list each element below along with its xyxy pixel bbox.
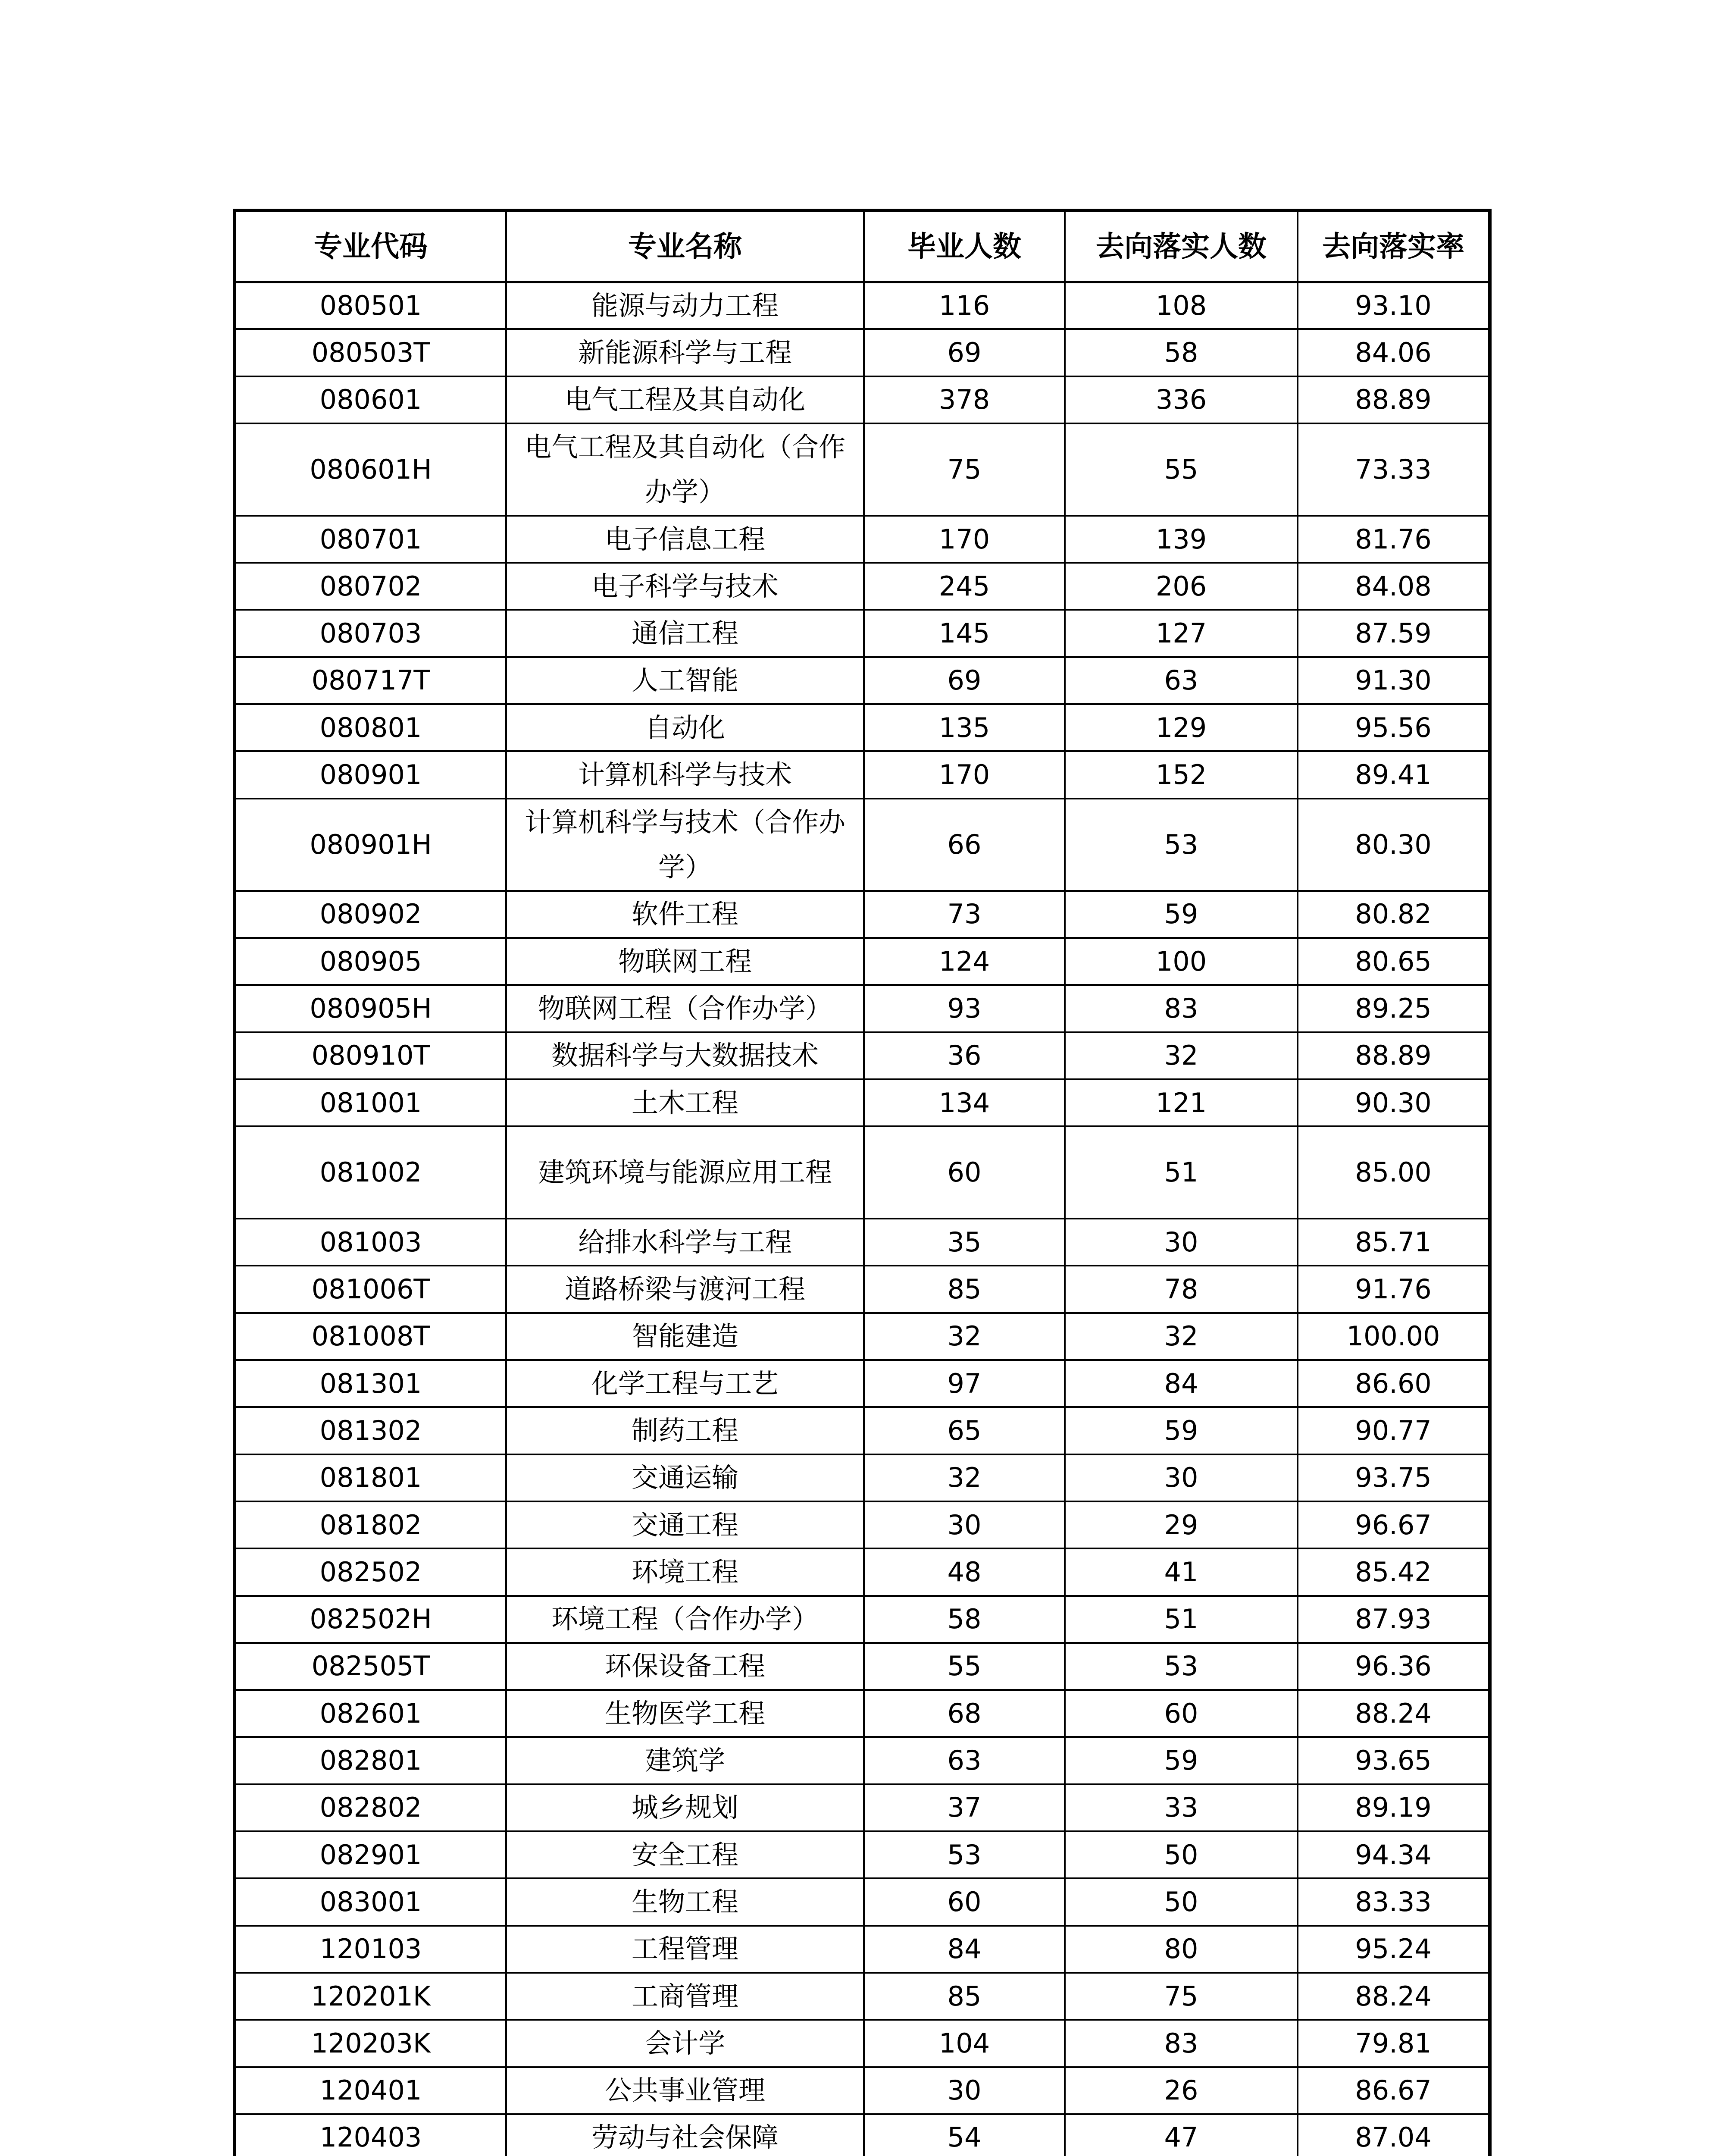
cell-major-code: 081802 xyxy=(235,1501,506,1548)
cell-graduates: 84 xyxy=(864,1926,1065,1973)
cell-major-name: 人工智能 xyxy=(506,657,864,704)
cell-placement-rate: 88.89 xyxy=(1298,376,1490,423)
cell-placed: 127 xyxy=(1065,610,1298,657)
cell-placement-rate: 94.34 xyxy=(1298,1831,1490,1878)
cell-placement-rate: 85.71 xyxy=(1298,1219,1490,1266)
table-row xyxy=(235,1643,1490,1690)
cell-major-code: 081002 xyxy=(235,1126,506,1219)
cell-placement-rate: 88.24 xyxy=(1298,1973,1490,2020)
header-graduates: 毕业人数 xyxy=(864,210,1065,282)
cell-placement-rate: 86.67 xyxy=(1298,2067,1490,2114)
cell-major-name: 计算机科学与技术（合作办学） xyxy=(506,799,864,891)
cell-graduates: 170 xyxy=(864,516,1065,563)
cell-major-name: 交通工程 xyxy=(506,1501,864,1548)
cell-graduates: 55 xyxy=(864,1643,1065,1690)
cell-placement-rate: 90.30 xyxy=(1298,1079,1490,1126)
cell-major-code: 120401 xyxy=(235,2067,506,2114)
cell-placement-rate: 86.60 xyxy=(1298,1360,1490,1407)
cell-placed: 41 xyxy=(1065,1548,1298,1595)
table-row xyxy=(235,938,1490,985)
cell-placement-rate: 96.67 xyxy=(1298,1501,1490,1548)
cell-placed: 33 xyxy=(1065,1784,1298,1831)
table-row xyxy=(235,1126,1490,1219)
cell-major-name: 环境工程（合作办学） xyxy=(506,1596,864,1643)
cell-placement-rate: 89.25 xyxy=(1298,985,1490,1032)
cell-placement-rate: 100.00 xyxy=(1298,1313,1490,1360)
cell-major-name: 会计学 xyxy=(506,2020,864,2067)
table-row xyxy=(235,891,1490,938)
cell-major-name: 土木工程 xyxy=(506,1079,864,1126)
cell-major-code: 082601 xyxy=(235,1690,506,1737)
table-row xyxy=(235,1784,1490,1831)
cell-major-code: 081301 xyxy=(235,1360,506,1407)
table-row xyxy=(235,1831,1490,1878)
cell-major-name: 电子科学与技术 xyxy=(506,563,864,610)
cell-major-name: 环保设备工程 xyxy=(506,1643,864,1690)
table-row xyxy=(235,329,1490,376)
table-row xyxy=(235,1878,1490,1925)
cell-graduates: 65 xyxy=(864,1407,1065,1454)
cell-graduates: 58 xyxy=(864,1596,1065,1643)
cell-graduates: 170 xyxy=(864,751,1065,798)
cell-major-name: 数据科学与大数据技术 xyxy=(506,1032,864,1079)
cell-major-name: 建筑学 xyxy=(506,1737,864,1784)
cell-placement-rate: 93.10 xyxy=(1298,282,1490,329)
table-row xyxy=(235,563,1490,610)
cell-graduates: 53 xyxy=(864,1831,1065,1878)
cell-major-name: 生物医学工程 xyxy=(506,1690,864,1737)
cell-major-code: 082802 xyxy=(235,1784,506,1831)
cell-major-code: 080901H xyxy=(235,799,506,891)
cell-placed: 336 xyxy=(1065,376,1298,423)
cell-placed: 50 xyxy=(1065,1831,1298,1878)
table-row xyxy=(235,1973,1490,2020)
table-row xyxy=(235,1360,1490,1407)
cell-placed: 53 xyxy=(1065,799,1298,891)
cell-graduates: 75 xyxy=(864,423,1065,516)
cell-placement-rate: 91.30 xyxy=(1298,657,1490,704)
cell-major-code: 082502 xyxy=(235,1548,506,1595)
cell-placed: 75 xyxy=(1065,1973,1298,2020)
table-row xyxy=(235,704,1490,751)
cell-major-code: 082801 xyxy=(235,1737,506,1784)
cell-placed: 59 xyxy=(1065,1407,1298,1454)
table-row xyxy=(235,1219,1490,1266)
table-row xyxy=(235,282,1490,329)
cell-graduates: 54 xyxy=(864,2114,1065,2156)
cell-placement-rate: 84.06 xyxy=(1298,329,1490,376)
cell-major-name: 公共事业管理 xyxy=(506,2067,864,2114)
cell-major-name: 工商管理 xyxy=(506,1973,864,2020)
cell-major-code: 082502H xyxy=(235,1596,506,1643)
table-row xyxy=(235,1926,1490,1973)
cell-placed: 51 xyxy=(1065,1126,1298,1219)
cell-placed: 78 xyxy=(1065,1266,1298,1313)
cell-placement-rate: 88.89 xyxy=(1298,1032,1490,1079)
cell-major-name: 建筑环境与能源应用工程 xyxy=(506,1126,864,1219)
cell-major-name: 制药工程 xyxy=(506,1407,864,1454)
cell-placement-rate: 87.04 xyxy=(1298,2114,1490,2156)
cell-placed: 60 xyxy=(1065,1690,1298,1737)
cell-placed: 80 xyxy=(1065,1926,1298,1973)
cell-graduates: 85 xyxy=(864,1266,1065,1313)
cell-major-name: 通信工程 xyxy=(506,610,864,657)
cell-major-name: 电子信息工程 xyxy=(506,516,864,563)
cell-graduates: 30 xyxy=(864,1501,1065,1548)
cell-major-name: 自动化 xyxy=(506,704,864,751)
cell-major-code: 120203K xyxy=(235,2020,506,2067)
table-row xyxy=(235,1596,1490,1643)
table-row xyxy=(235,610,1490,657)
cell-placed: 83 xyxy=(1065,2020,1298,2067)
cell-graduates: 116 xyxy=(864,282,1065,329)
cell-major-name: 物联网工程（合作办学） xyxy=(506,985,864,1032)
cell-major-code: 083001 xyxy=(235,1878,506,1925)
cell-placed: 63 xyxy=(1065,657,1298,704)
table-row xyxy=(235,1454,1490,1501)
cell-major-code: 080905H xyxy=(235,985,506,1032)
cell-placement-rate: 88.24 xyxy=(1298,1690,1490,1737)
cell-placement-rate: 89.19 xyxy=(1298,1784,1490,1831)
cell-placed: 30 xyxy=(1065,1454,1298,1501)
cell-major-name: 物联网工程 xyxy=(506,938,864,985)
cell-major-name: 计算机科学与技术 xyxy=(506,751,864,798)
table-row xyxy=(235,516,1490,563)
cell-placed: 53 xyxy=(1065,1643,1298,1690)
table-row xyxy=(235,1313,1490,1360)
header-major-name: 专业名称 xyxy=(506,210,864,282)
cell-graduates: 60 xyxy=(864,1126,1065,1219)
cell-placement-rate: 95.24 xyxy=(1298,1926,1490,1973)
cell-placement-rate: 96.36 xyxy=(1298,1643,1490,1690)
cell-major-code: 081801 xyxy=(235,1454,506,1501)
cell-placement-rate: 90.77 xyxy=(1298,1407,1490,1454)
cell-placement-rate: 85.42 xyxy=(1298,1548,1490,1595)
cell-placed: 108 xyxy=(1065,282,1298,329)
cell-placement-rate: 93.65 xyxy=(1298,1737,1490,1784)
cell-placed: 47 xyxy=(1065,2114,1298,2156)
cell-placement-rate: 80.30 xyxy=(1298,799,1490,891)
cell-major-code: 081006T xyxy=(235,1266,506,1313)
table-row xyxy=(235,657,1490,704)
cell-major-name: 劳动与社会保障 xyxy=(506,2114,864,2156)
cell-graduates: 85 xyxy=(864,1973,1065,2020)
cell-graduates: 135 xyxy=(864,704,1065,751)
cell-major-code: 081008T xyxy=(235,1313,506,1360)
cell-major-code: 080902 xyxy=(235,891,506,938)
table-row xyxy=(235,1501,1490,1548)
cell-placed: 59 xyxy=(1065,1737,1298,1784)
cell-major-code: 080717T xyxy=(235,657,506,704)
table-row xyxy=(235,985,1490,1032)
cell-placement-rate: 87.59 xyxy=(1298,610,1490,657)
cell-major-code: 080503T xyxy=(235,329,506,376)
cell-major-code: 120403 xyxy=(235,2114,506,2156)
cell-placement-rate: 93.75 xyxy=(1298,1454,1490,1501)
cell-placed: 29 xyxy=(1065,1501,1298,1548)
cell-graduates: 35 xyxy=(864,1219,1065,1266)
cell-placement-rate: 79.81 xyxy=(1298,2020,1490,2067)
cell-major-code: 080901 xyxy=(235,751,506,798)
cell-placed: 51 xyxy=(1065,1596,1298,1643)
cell-placement-rate: 80.65 xyxy=(1298,938,1490,985)
cell-major-code: 080910T xyxy=(235,1032,506,1079)
cell-graduates: 68 xyxy=(864,1690,1065,1737)
cell-placed: 206 xyxy=(1065,563,1298,610)
cell-major-code: 081003 xyxy=(235,1219,506,1266)
cell-placed: 32 xyxy=(1065,1313,1298,1360)
cell-graduates: 37 xyxy=(864,1784,1065,1831)
cell-graduates: 124 xyxy=(864,938,1065,985)
cell-graduates: 245 xyxy=(864,563,1065,610)
cell-placed: 26 xyxy=(1065,2067,1298,2114)
cell-major-name: 能源与动力工程 xyxy=(506,282,864,329)
header-major-code: 专业代码 xyxy=(235,210,506,282)
cell-placed: 121 xyxy=(1065,1079,1298,1126)
table-row xyxy=(235,1266,1490,1313)
table-row xyxy=(235,1079,1490,1126)
cell-placed: 50 xyxy=(1065,1878,1298,1925)
cell-major-name: 软件工程 xyxy=(506,891,864,938)
cell-placed: 30 xyxy=(1065,1219,1298,1266)
table-row xyxy=(235,376,1490,423)
table-body xyxy=(235,282,1490,2156)
cell-major-name: 环境工程 xyxy=(506,1548,864,1595)
cell-major-code: 080905 xyxy=(235,938,506,985)
table-row xyxy=(235,2067,1490,2114)
cell-graduates: 48 xyxy=(864,1548,1065,1595)
cell-placement-rate: 85.00 xyxy=(1298,1126,1490,1219)
cell-placed: 32 xyxy=(1065,1032,1298,1079)
cell-placed: 59 xyxy=(1065,891,1298,938)
cell-graduates: 378 xyxy=(864,376,1065,423)
cell-graduates: 73 xyxy=(864,891,1065,938)
cell-placement-rate: 84.08 xyxy=(1298,563,1490,610)
cell-graduates: 36 xyxy=(864,1032,1065,1079)
cell-major-code: 120201K xyxy=(235,1973,506,2020)
cell-placed: 139 xyxy=(1065,516,1298,563)
cell-major-name: 生物工程 xyxy=(506,1878,864,1925)
cell-major-name: 道路桥梁与渡河工程 xyxy=(506,1266,864,1313)
table-row xyxy=(235,1690,1490,1737)
cell-major-name: 安全工程 xyxy=(506,1831,864,1878)
cell-graduates: 66 xyxy=(864,799,1065,891)
cell-major-name: 电气工程及其自动化 xyxy=(506,376,864,423)
cell-major-name: 交通运输 xyxy=(506,1454,864,1501)
cell-graduates: 32 xyxy=(864,1313,1065,1360)
cell-major-code: 080601 xyxy=(235,376,506,423)
table-row xyxy=(235,2114,1490,2156)
cell-major-code: 120103 xyxy=(235,1926,506,1973)
cell-placed: 55 xyxy=(1065,423,1298,516)
cell-placement-rate: 81.76 xyxy=(1298,516,1490,563)
cell-major-code: 080801 xyxy=(235,704,506,751)
cell-placed: 83 xyxy=(1065,985,1298,1032)
cell-major-code: 080601H xyxy=(235,423,506,516)
cell-major-name: 电气工程及其自动化（合作办学） xyxy=(506,423,864,516)
table-row xyxy=(235,2020,1490,2067)
cell-placed: 58 xyxy=(1065,329,1298,376)
employment-table xyxy=(233,209,1492,2156)
cell-graduates: 63 xyxy=(864,1737,1065,1784)
header-placed: 去向落实人数 xyxy=(1065,210,1298,282)
table-row xyxy=(235,1032,1490,1079)
table-row xyxy=(235,751,1490,798)
cell-major-name: 智能建造 xyxy=(506,1313,864,1360)
cell-major-name: 化学工程与工艺 xyxy=(506,1360,864,1407)
table-row xyxy=(235,1548,1490,1595)
cell-placed: 129 xyxy=(1065,704,1298,751)
cell-major-name: 城乡规划 xyxy=(506,1784,864,1831)
cell-graduates: 69 xyxy=(864,657,1065,704)
cell-graduates: 93 xyxy=(864,985,1065,1032)
cell-placement-rate: 87.93 xyxy=(1298,1596,1490,1643)
table-row xyxy=(235,1737,1490,1784)
cell-placement-rate: 89.41 xyxy=(1298,751,1490,798)
cell-major-code: 081302 xyxy=(235,1407,506,1454)
cell-placement-rate: 91.76 xyxy=(1298,1266,1490,1313)
cell-major-code: 082505T xyxy=(235,1643,506,1690)
cell-placement-rate: 80.82 xyxy=(1298,891,1490,938)
cell-placed: 152 xyxy=(1065,751,1298,798)
table-row xyxy=(235,1407,1490,1454)
cell-major-name: 工程管理 xyxy=(506,1926,864,1973)
cell-graduates: 145 xyxy=(864,610,1065,657)
cell-placed: 84 xyxy=(1065,1360,1298,1407)
cell-graduates: 97 xyxy=(864,1360,1065,1407)
cell-major-code: 080701 xyxy=(235,516,506,563)
cell-graduates: 134 xyxy=(864,1079,1065,1126)
cell-major-name: 给排水科学与工程 xyxy=(506,1219,864,1266)
header-row xyxy=(235,210,1490,282)
cell-placement-rate: 95.56 xyxy=(1298,704,1490,751)
table-row xyxy=(235,423,1490,516)
table-row xyxy=(235,799,1490,891)
cell-placed: 100 xyxy=(1065,938,1298,985)
cell-placement-rate: 73.33 xyxy=(1298,423,1490,516)
cell-graduates: 60 xyxy=(864,1878,1065,1925)
cell-graduates: 69 xyxy=(864,329,1065,376)
cell-placement-rate: 83.33 xyxy=(1298,1878,1490,1925)
cell-major-code: 081001 xyxy=(235,1079,506,1126)
cell-major-code: 082901 xyxy=(235,1831,506,1878)
cell-major-code: 080501 xyxy=(235,282,506,329)
cell-major-code: 080703 xyxy=(235,610,506,657)
cell-graduates: 104 xyxy=(864,2020,1065,2067)
cell-major-code: 080702 xyxy=(235,563,506,610)
cell-graduates: 30 xyxy=(864,2067,1065,2114)
header-placement-rate: 去向落实率 xyxy=(1298,210,1490,282)
cell-graduates: 32 xyxy=(864,1454,1065,1501)
cell-major-name: 新能源科学与工程 xyxy=(506,329,864,376)
